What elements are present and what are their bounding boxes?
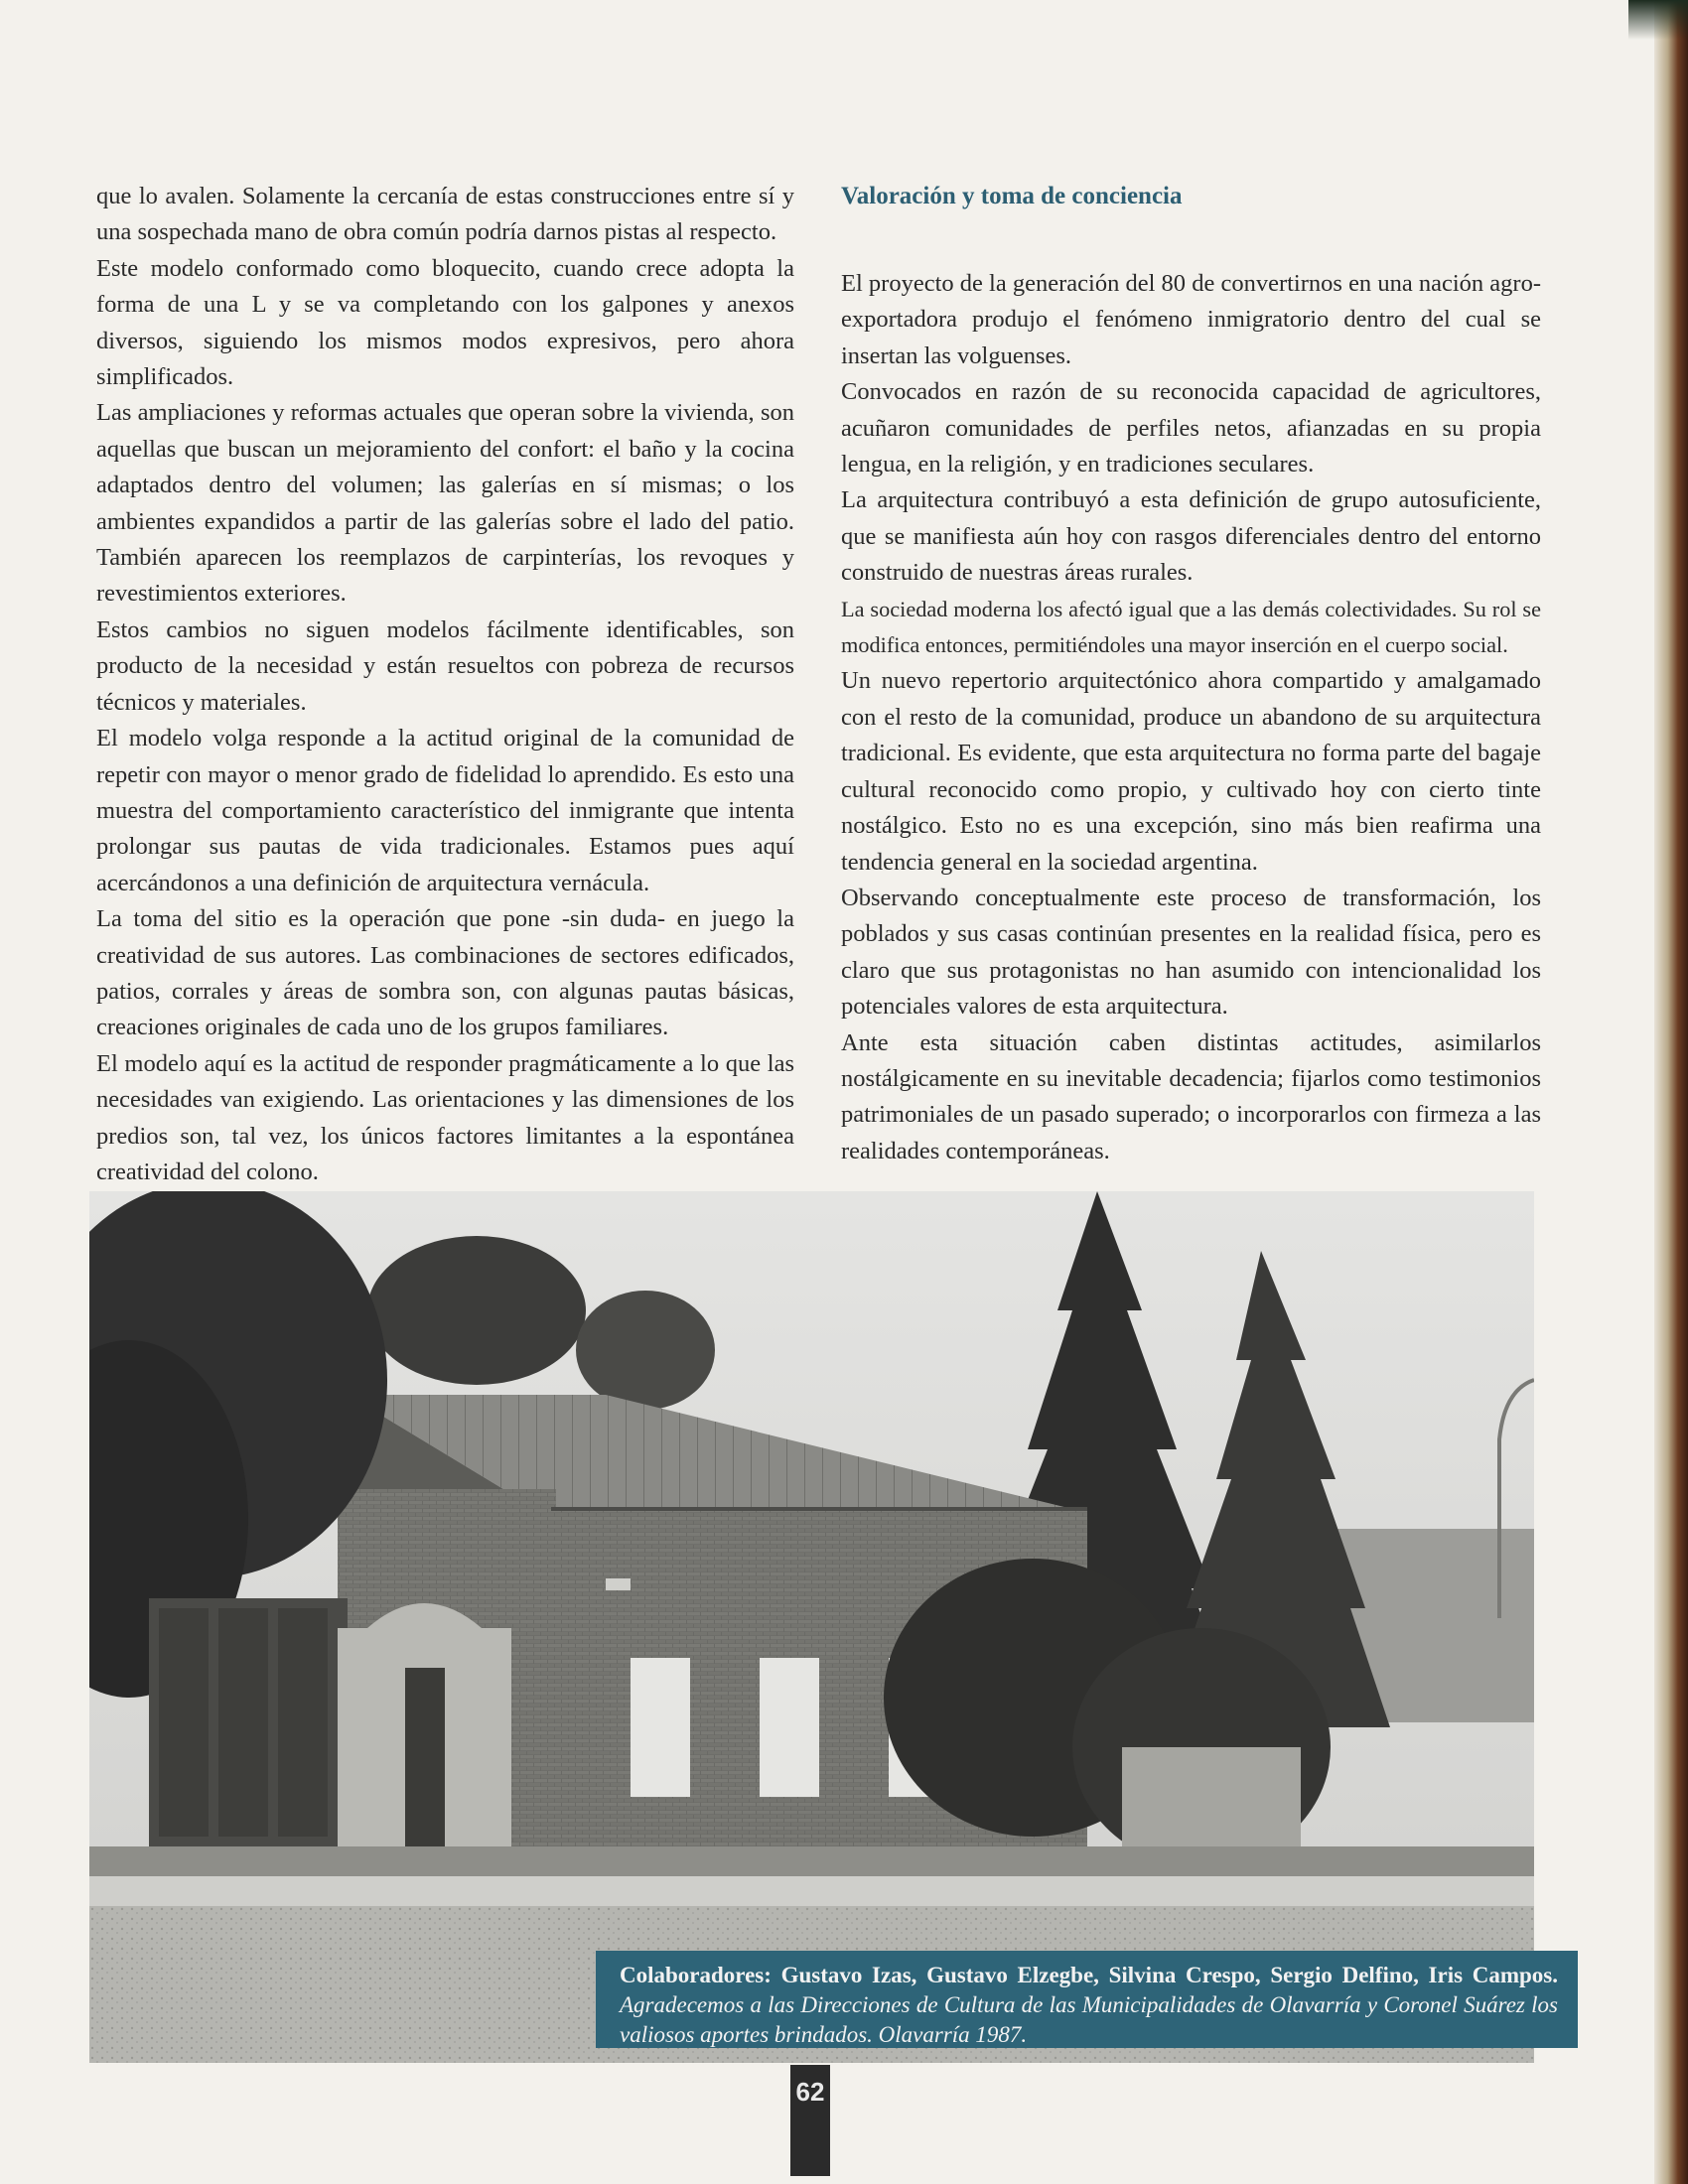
paragraph: Estos cambios no siguen modelos fácilmente identificables, son producto de la necesidad y están resueltos con pobreza de recursos técnicos y materiales. xyxy=(96,615,794,716)
paragraph: Este modelo conformado como bloquecito, cuando crece adopta la forma de una L y se va completando con los galpones y anexos diversos, siguiendo los mismos modos expresivos, pero ahora simplificados. xyxy=(96,254,794,391)
paragraph: Las ampliaciones y reformas actuales que operan sobre la vivienda, son aquellas que buscan un mejoramiento del confort: el baño y la cocina adaptados dentro del volumen; las galerías en sí mismas; o los ambientes expandidos a partir de las galerías sobre el lado del patio. También aparecen los reemplazos de carpinterías, los revoques y revestimientos exteriores. xyxy=(96,399,794,608)
paragraph: La sociedad moderna los afectó igual que a las demás colectividades. Su rol se modifica entonces, permitiéndoles una mayor inserción en el cuerpo social. xyxy=(841,596,1541,658)
paragraph: Observando conceptualmente este proceso de transformación, los poblados y sus casas continúan presentes en la realidad física, pero es claro que sus protagonistas no han asumido con intencionalidad los potenciales valores de esta arquitectura. xyxy=(841,884,1541,1021)
page-edge xyxy=(1654,0,1688,2184)
paragraph: La toma del sitio es la operación que pone -sin duda- en juego la creatividad de sus autores. Las combinaciones de sectores edificados, patios, corrales y áreas de sombra son, con algunas pautas básicas, creaciones originales de cada uno de los grupos familiares. xyxy=(96,905,794,1041)
caption-acknowledgement: Agradecemos a las Direcciones de Cultura de las Municipalidades de Olavarría y Coronel Suárez los valiosos aportes brindados. Olavarría 1987. xyxy=(620,1992,1558,2047)
paragraph: Ante esta situación caben distintas actitudes, asimilarlos nostálgicamente en su inevitable decadencia; fijarlos como testimonios patrimoniales de un pasado superado; o incorporarlos con firmeza a las realidades contemporáneas. xyxy=(841,1028,1541,1164)
left-column xyxy=(96,179,794,1190)
page-edge-shadow xyxy=(1628,0,1688,40)
paragraph: El proyecto de la generación del 80 de convertirnos en una nación agro-exportadora produjo el fenómeno inmigratorio dentro del cual se insertan las volguenses. xyxy=(841,270,1541,369)
right-column xyxy=(841,179,1541,1169)
paragraph: Un nuevo repertorio arquitectónico ahora compartido y amalgamado con el resto de la comunidad, produce un abandono de su arquitectura tradicional. Es evidente, que esta arquitectura no forma parte del bagaje cultural reconocido como propio, y cultivado hoy con cierto tinte nostálgico. Esto no es una excepción, sino más bien reafirma una tendencia general en la sociedad argentina. xyxy=(841,667,1541,876)
section-heading: Valoración y toma de conciencia xyxy=(841,183,1183,209)
paragraph: Convocados en razón de su reconocida capacidad de agricultores, acuñaron comunidades de perfiles netos, afianzadas en su propia lengua, en la religión, y en tradiciones seculares. xyxy=(841,378,1541,478)
paragraph: que lo avalen. Solamente la cercanía de estas construcciones entre sí y una sospechada mano de obra común podría darnos pistas al respecto. xyxy=(96,183,794,246)
paragraph: La arquitectura contribuyó a esta definición de grupo autosuficiente, que se manifiesta aún hoy con rasgos diferenciales dentro del entorno construido de nuestras áreas rurales. xyxy=(841,486,1541,587)
photo-caption xyxy=(596,1951,1578,2048)
building-photo-image xyxy=(89,1191,1534,2063)
paragraph: El modelo aquí es la actitud de responder pragmáticamente a lo que las necesidades van exigiendo. Las orientaciones y las dimensiones de los predios son, tal vez, los únicos factores limitantes a la espontánea creatividad del colono. xyxy=(96,1049,794,1185)
building-photo xyxy=(89,1191,1534,2063)
caption-credits: Colaboradores: Gustavo Izas, Gustavo Elzegbe, Silvina Crespo, Sergio Delfino, Iris Campos. xyxy=(620,1963,1558,1987)
paragraph: El modelo volga responde a la actitud original de la comunidad de repetir con mayor o menor grado de fidelidad lo aprendido. Es esto una muestra del comportamiento característico del inmigrante que intenta prolongar sus pautas de vida tradicionales. Estamos pues aquí acercándonos a una definición de arquitectura vernácula. xyxy=(96,725,794,896)
page-number: 62 xyxy=(790,2065,830,2176)
